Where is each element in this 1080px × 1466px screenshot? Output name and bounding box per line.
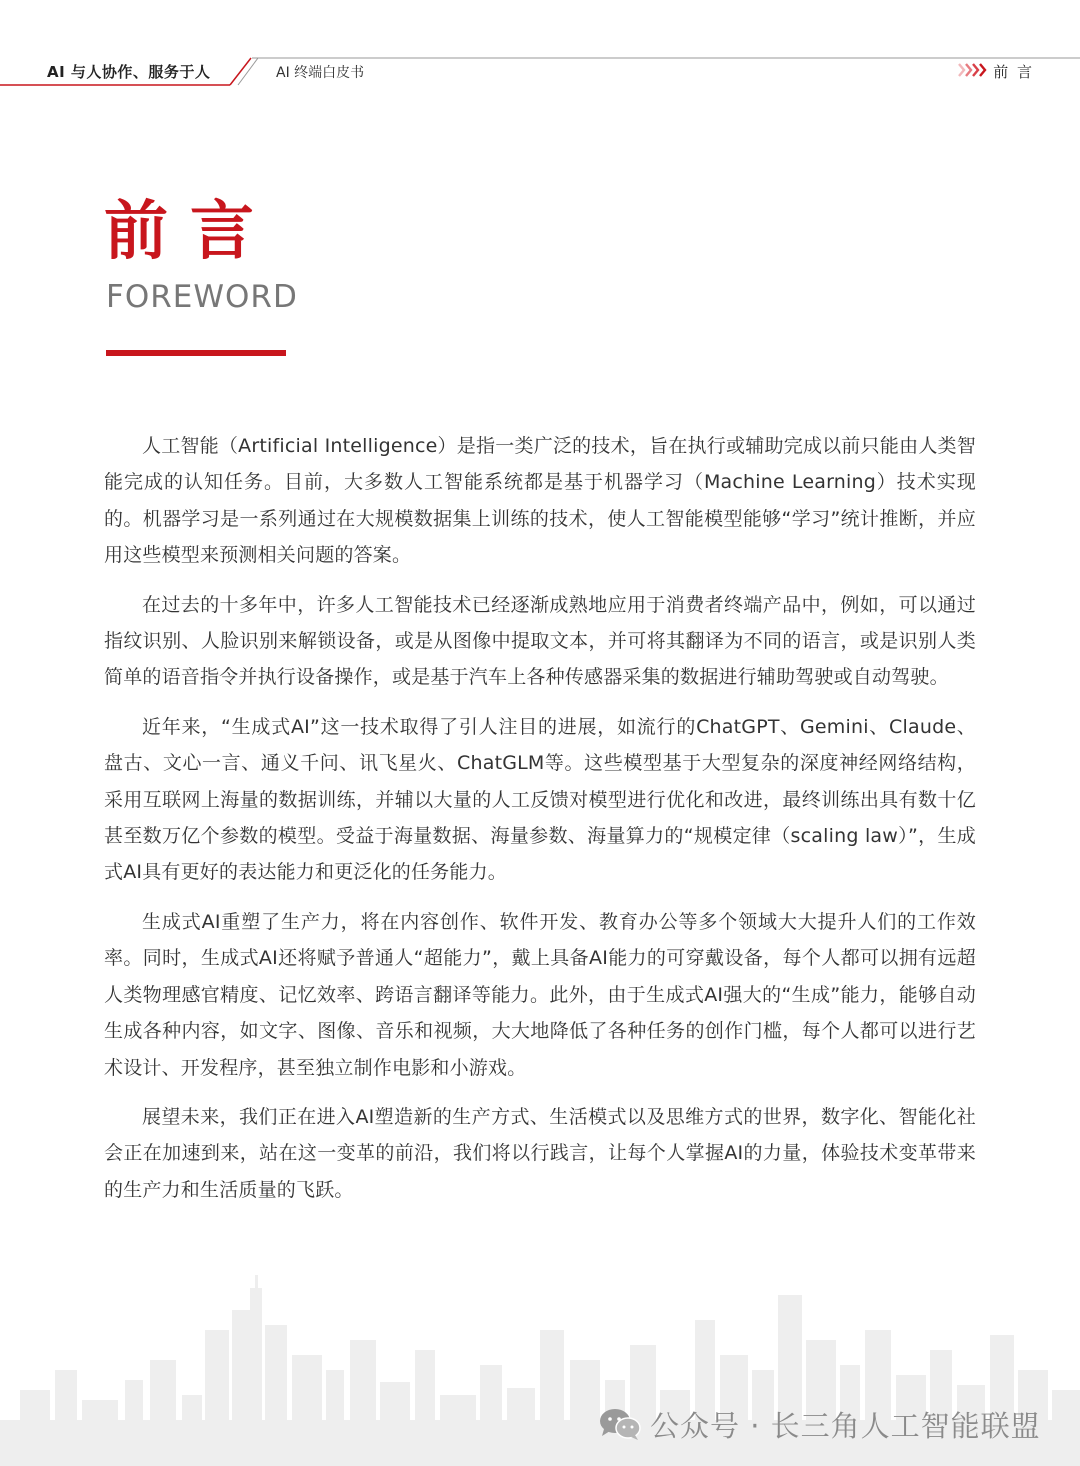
wechat-icon xyxy=(598,1407,642,1441)
paragraph: 生成式AI重塑了生产力，将在内容创作、软件开发、教育办公等多个领域大大提升人们的工作效率。同时，生成式AI还将赋予普通人“超能力”，戴上具备AI能力的可穿戴设备，每个人都可以拥有远超人类物理感官精度、记忆效率、跨语言翻译等能力。此外，由于生成式AI强大的“生成”能力，能够自动生成各种内容，如文字、图像、音乐和视频，大大地降低了各种任务的创作门槛，每个人都可以进行艺术设计、开发程序，甚至独立制作电影和小游戏。 xyxy=(104,910,976,1079)
page-subtitle: FOREWORD xyxy=(106,279,298,315)
watermark-text: 公众号 · 长三角人工智能联盟 xyxy=(650,1408,1041,1443)
header-section-label: 前 言 xyxy=(993,63,1034,81)
page-header xyxy=(0,0,1080,90)
chevrons-icon xyxy=(958,63,988,77)
foreword-body xyxy=(104,428,976,1221)
paragraph: 展望未来，我们正在进入AI塑造新的生产方式、生活模式以及思维方式的世界，数字化、智能化社会正在加速到来，站在这一变革的前沿，我们将以行践言，让每个人掌握AI的力量，体验技术变革带来的生产力和生活质量的飞跃。 xyxy=(104,1105,976,1201)
header-left-title: AI 与人协作、服务于人 xyxy=(47,63,211,81)
paragraph: 在过去的十多年中，许多人工智能技术已经逐渐成熟地应用于消费者终端产品中，例如，可以通过指纹识别、人脸识别来解锁设备，或是从图像中提取文本，并可将其翻译为不同的语言，或是识别人类简单的语音指令并执行设备操作，或是基于汽车上各种传感器采集的数据进行辅助驾驶或自动驾驶。 xyxy=(104,593,976,689)
header-document-title: AI 终端白皮书 xyxy=(276,65,365,81)
title-underline xyxy=(106,350,286,356)
wechat-watermark xyxy=(598,1402,1041,1446)
paragraph: 近年来，“生成式AI”这一技术取得了引人注目的进展，如流行的ChatGPT、Gemini、Claude、盘古、文心一言、通义千问、讯飞星火、ChatGLM等。这些模型基于大型复杂的深度神经网络结构，采用互联网上海量的数据训练，并辅以大量的人工反馈对模型进行优化和改进，最终训练出具有数十亿甚至数万亿个参数的模型。受益于海量数据、海量参数、海量算力的“规模定律（scaling law）”，生成式AI具有更好的表达能力和更泛化的任务能力。 xyxy=(104,715,976,884)
paragraph: 人工智能（Artificial Intelligence）是指一类广泛的技术，旨在执行或辅助完成以前只能由人类智能完成的认知任务。目前，大多数人工智能系统都是基于机器学习（Machine Learning）技术实现的。机器学习是一系列通过在大规模数据集上训练的技术，使人工智能模型能够“学习”统计推断，并应用这些模型来预测相关问题的答案。 xyxy=(104,435,976,567)
page-title: 前言 xyxy=(104,195,276,269)
